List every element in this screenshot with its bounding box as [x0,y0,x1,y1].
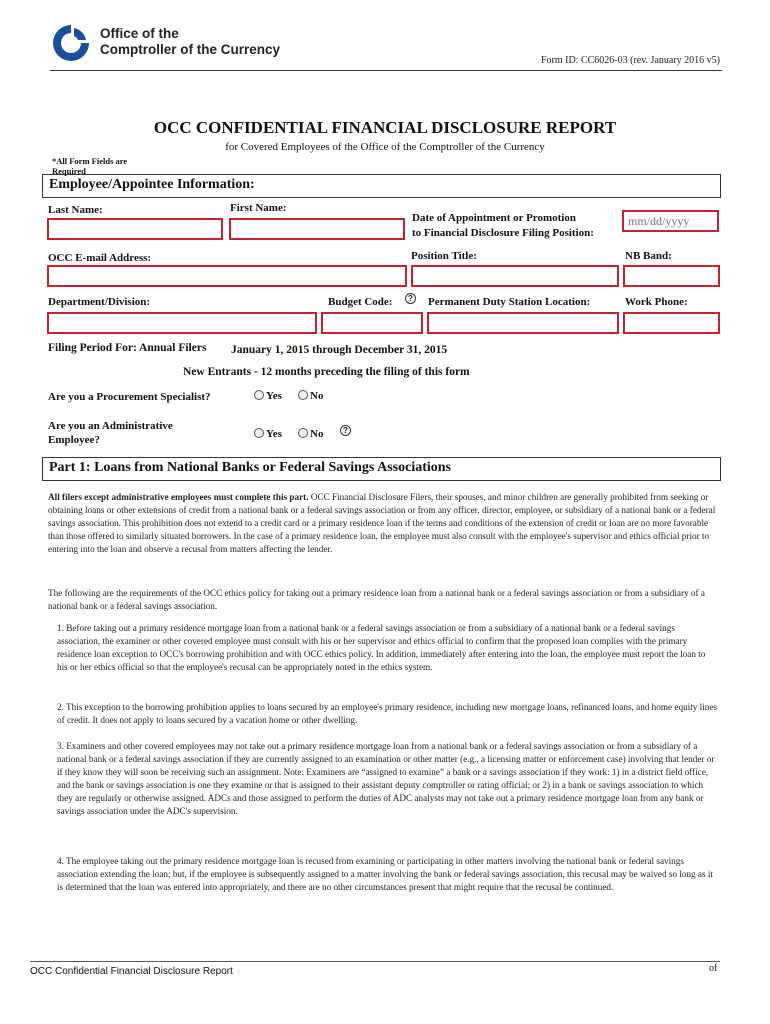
employee-section-heading: Employee/Appointee Information: [42,174,721,198]
email-input[interactable] [47,265,407,287]
page-title: OCC CONFIDENTIAL FINANCIAL DISCLOSURE REPORT [153,118,617,137]
procurement-no-option[interactable] [298,390,323,403]
first-name-label: First Name: [230,202,287,214]
admin-yes-label: Yes [266,428,282,440]
last-name-input[interactable] [47,218,223,240]
procurement-yes-radio[interactable] [254,390,264,400]
requirement-item-2: 2. This exception to the borrowing prohibition applies to loans secured by an employee's primary residence, including new mortgage loans, refinanced loans, and home equity lines of credit. It does not apply to loans secured by a vacation home or other dwelling. [57,702,718,726]
requirements-intro: The following are the requirements of the OCC ethics policy for taking out a primary residence loan from a national bank or a federal savings association or from a subsidiary of a national bank or a federal savings association. [48,588,705,612]
header-rule [50,70,722,71]
appointment-date-input[interactable] [622,210,719,232]
position-title-input[interactable] [411,265,619,287]
part1-intro-rest: OCC Financial Disclosure Filers, their spouses, and minor children are generally prohibited from seeking or obtaining loans or other extensions of credit from a national bank or a federal savings association or from any officer, director, employee, or subsidiary of a national bank or a federal savings association. This prohibition does not extend to a credit card or a primary residence loan if the terms and conditions of the extension of credit or loan are no more favorable than those offered to similarly situated borrowers. In the case of a primary residence loan, the employee must also consult with the employee's supervisor and ethics official prior to entering into the loan and observe a recusal from matters affecting the lender. [48,492,716,555]
filing-period-value: January 1, 2015 through December 31, 2015 [231,344,448,356]
date-label-line-2: to Financial Disclosure Filing Position: [412,227,594,239]
department-label: Department/Division: [48,296,151,308]
admin-no-radio[interactable] [298,428,308,438]
admin-yes-option[interactable] [254,428,282,441]
footer-rule [30,961,720,962]
occ-logo-icon [50,22,92,64]
date-label [412,212,594,240]
filing-period-label: Filing Period For: Annual Filers [48,342,207,354]
part1-intro-bold: All filers except administrative employees must complete this part. [48,492,309,502]
nb-band-input[interactable] [623,265,720,287]
new-entrants-text: New Entrants - 12 months preceding the filing of this form [183,366,470,378]
duty-station-label: Permanent Duty Station Location: [428,296,591,308]
first-name-input[interactable] [229,218,405,240]
procurement-yes-option[interactable] [254,390,282,403]
logo-line-2: Comptroller of the Currency [100,42,281,57]
part1-intro [48,491,720,556]
budget-code-input[interactable] [321,312,423,334]
procurement-no-label: No [310,390,324,402]
requirement-item-4: 4. The employee taking out the primary residence mortgage loan is recused from examining or participating in other matters involving the national bank or federal savings association extending the loan; but, if the employee is subsequently assigned to a matter involving the bank or federal savings association, this recusal may be waived so long as it is determined that the loan was entered into appropriately, and there are no other circumstances present that might require that the recusal be continued. [57,856,713,893]
nb-band-label: NB Band: [625,250,672,262]
budget-code-label: Budget Code: [328,296,393,308]
work-phone-label: Work Phone: [625,296,688,308]
admin-question [48,420,173,447]
date-label-line-1: Date of Appointment or Promotion [412,212,576,224]
last-name-label: Last Name: [48,204,103,216]
occ-logo [50,20,300,66]
department-input[interactable] [47,312,317,334]
email-label: OCC E-mail Address: [48,252,152,264]
duty-station-input[interactable] [427,312,619,334]
admin-no-option[interactable] [298,428,323,441]
logo-line-1: Office of the [100,26,179,41]
admin-help-icon[interactable]: ? [340,425,351,436]
procurement-no-radio[interactable] [298,390,308,400]
admin-yes-radio[interactable] [254,428,264,438]
admin-question-line-2: Employee? [48,434,100,446]
procurement-yes-label: Yes [266,390,282,402]
footer-title: OCC Confidential Financial Disclosure Report [30,966,233,977]
page-subtitle: for Covered Employees of the Office of the Comptroller of the Currency [225,141,545,153]
procurement-question: Are you a Procurement Specialist? [48,391,211,403]
footer-page-of: of [709,963,718,974]
part1-heading: Part 1: Loans from National Banks or Federal Savings Associations [42,457,721,481]
admin-question-line-1: Are you an Administrative [48,420,173,432]
required-note: *All Form Fields are Required [52,156,128,176]
budget-code-help-icon[interactable]: ? [405,293,416,304]
position-title-label: Position Title: [411,250,477,262]
admin-no-label: No [310,428,324,440]
requirement-item-1: 1. Before taking out a primary residence mortgage loan from a national bank or a federal savings association or from a subsidiary of a national bank or a federal savings association, the examiner or other covered employee must consult with his or her supervisor and ethics official to confirm that the proposed loan complies with the primary residence loan exception to OCC's borrowing prohibition and with OCC ethics policy. In addition, immediately after entering into the loan, the employee must report the loan to his or her ethics official so that the employee's recusal can be appropriately noted in the ethics system. [57,623,706,673]
form-id: Form ID: CC6026-03 (rev. January 2016 v5) [540,55,720,66]
work-phone-input[interactable] [623,312,720,334]
requirement-item-3: 3. Examiners and other covered employees may not take out a primary residence mortgage loan from a national bank or a federal savings association or from a subsidiary of a national bank or a federal savings association if they are currently assigned to an examination or other matter (e.g., a licensing matter or enforcement case) involving that lender or if they know they will soon be receiving such an assignment. Note: Examiners are “assigned to examine” a bank or a savings association if they work: 1) in a district field office, and the bank or savings association is one they examine or that is assigned to their assistant deputy comptroller or rating official; or 2) in a bank or savings association to which they are regularly or otherwise assigned. ADCs and those assigned to perform the duties of ADC analysts may not take out a primary residence mortgage loan from any bank or savings association under the ADC's supervision. [57,741,715,817]
